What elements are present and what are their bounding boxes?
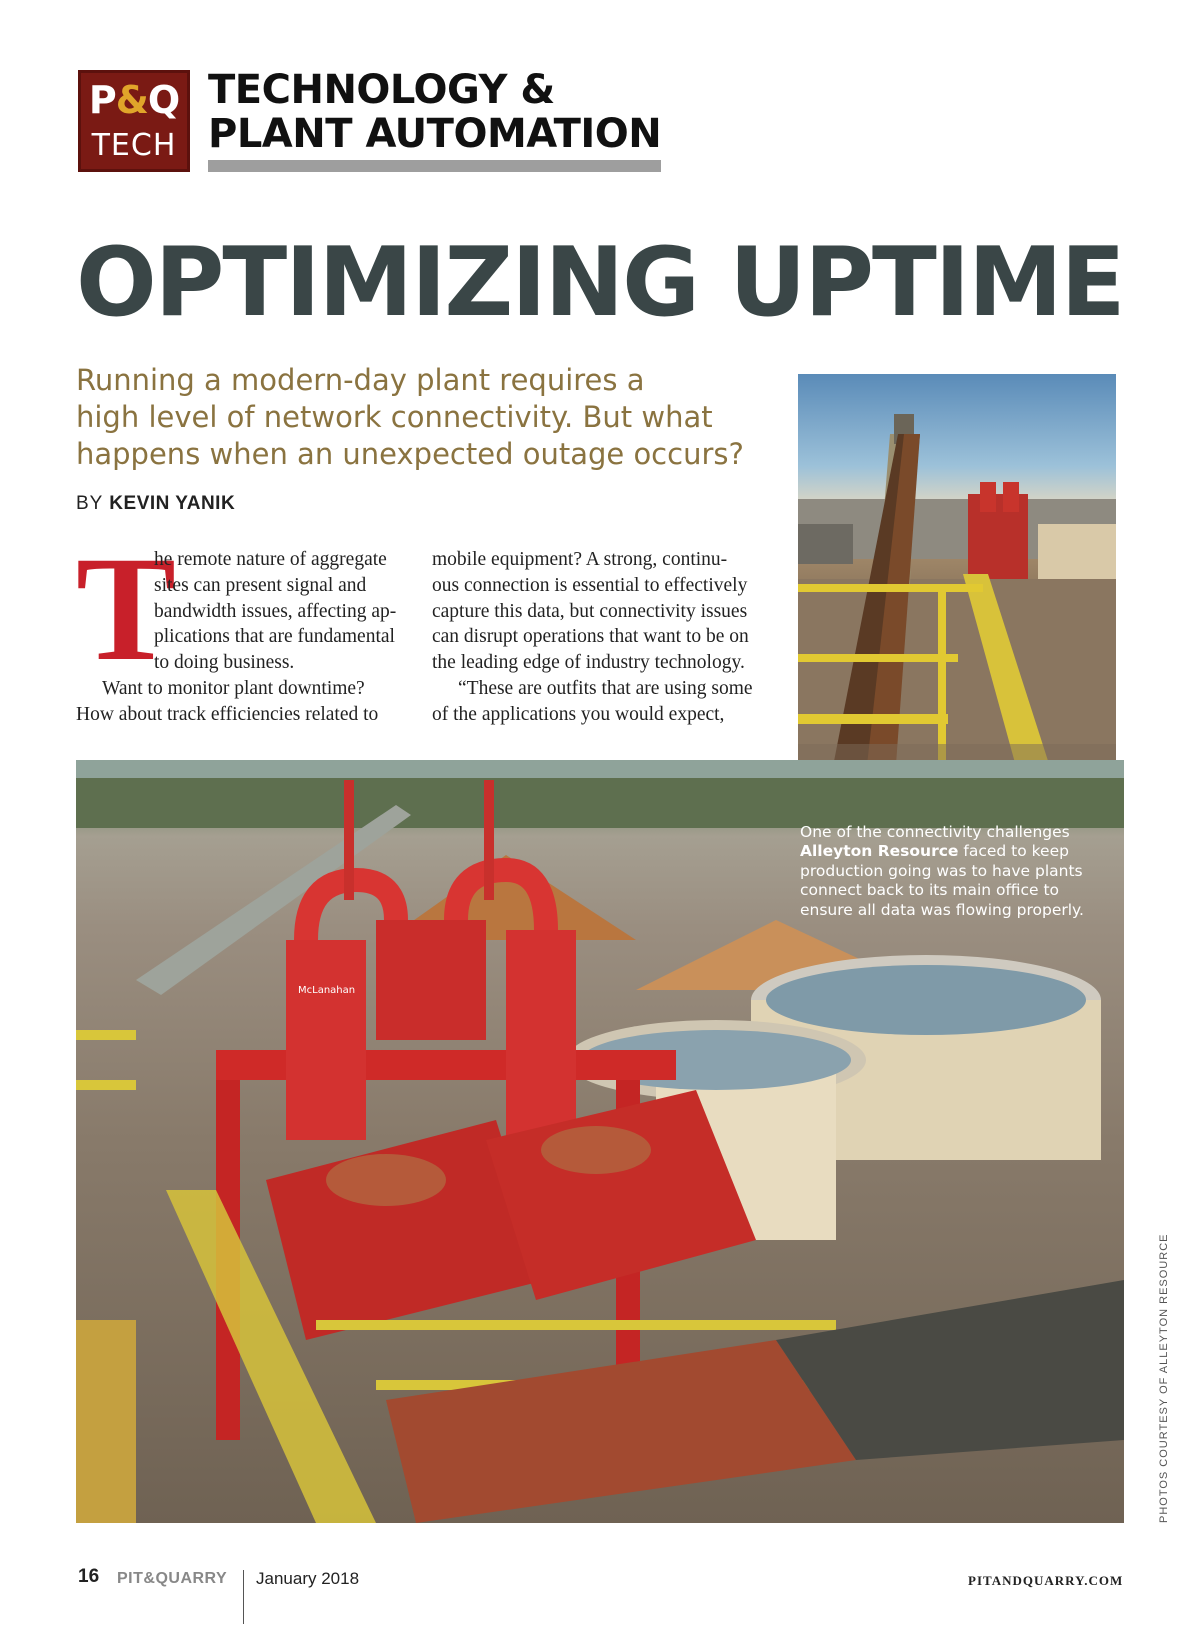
magazine-name: PIT&QUARRY: [117, 1570, 228, 1587]
article-headline: OPTIMIZING UPTIME: [76, 228, 1124, 338]
body-line: to doing business.: [154, 652, 295, 674]
caption-line: connect back to its main office to: [800, 881, 1060, 900]
section-title-line1: TECHNOLOGY &: [208, 67, 555, 113]
body-line: of the applications you would expect,: [432, 703, 725, 725]
caption-company: Alleyton Resource: [800, 842, 959, 861]
deck-line: happens when an unexpected outage occurs?: [76, 437, 744, 471]
drop-cap: T: [76, 526, 177, 692]
body-line: “These are outfits that are using some: [458, 677, 753, 699]
conveyor-photo-art: [798, 374, 1116, 792]
conveyor-photo: [798, 374, 1116, 792]
caption-text: faced to keep: [958, 842, 1069, 861]
section-title-line2: PLANT AUTOMATION: [208, 111, 662, 157]
body-line: the leading edge of industry technology.: [432, 652, 745, 674]
body-line: How about track efficiencies related to: [76, 703, 379, 725]
body-line: mobile equipment? A strong, continu-: [432, 549, 728, 570]
byline-author: KEVIN YANIK: [109, 493, 236, 514]
logo-pq-text: P&Q: [88, 78, 180, 122]
logo-tech-text: TECH: [91, 128, 177, 163]
body-line: ous connection is essential to effectively: [432, 574, 748, 596]
body-line: capture this data, but connectivity issues: [432, 600, 748, 622]
cyclone-label: McLanahan: [298, 985, 356, 996]
body-line: Want to monitor plant downtime?: [102, 677, 365, 699]
body-line: plications that are fundamental: [154, 626, 395, 648]
section-title: [208, 68, 668, 156]
photo-credit: PHOTOS COURTESY OF ALLEYTON RESOURCE: [1158, 1233, 1170, 1523]
website-link[interactable]: PITANDQUARRY.COM: [968, 1573, 1124, 1588]
caption-line: [800, 842, 1100, 861]
body-column-2: [432, 547, 766, 728]
issue-date: January 2018: [256, 1569, 360, 1588]
body-column-1: [76, 526, 410, 728]
caption-line: production going was to have plants: [800, 861, 1083, 880]
caption-line: One of the connectivity challenges: [800, 823, 1070, 841]
footer-divider: [243, 1570, 244, 1624]
body-line: he remote nature of aggregate: [154, 549, 387, 570]
body-line: bandwidth issues, affecting ap-: [154, 600, 397, 622]
body-line: sites can present signal and: [154, 574, 367, 596]
caption-line: ensure all data was flowing properly.: [800, 900, 1084, 919]
byline: [76, 493, 235, 515]
deck-line: high level of network connectivity. But what: [76, 400, 713, 434]
deck-line: Running a modern-day plant requires a: [76, 363, 645, 397]
page-number: 16: [78, 1566, 100, 1587]
byline-prefix: BY: [76, 493, 104, 514]
body-line: can disrupt operations that want to be on: [432, 626, 749, 648]
article-deck: [76, 362, 776, 473]
photo-caption: [800, 823, 1100, 920]
pq-tech-logo: [78, 70, 190, 172]
section-rule: [208, 160, 661, 172]
